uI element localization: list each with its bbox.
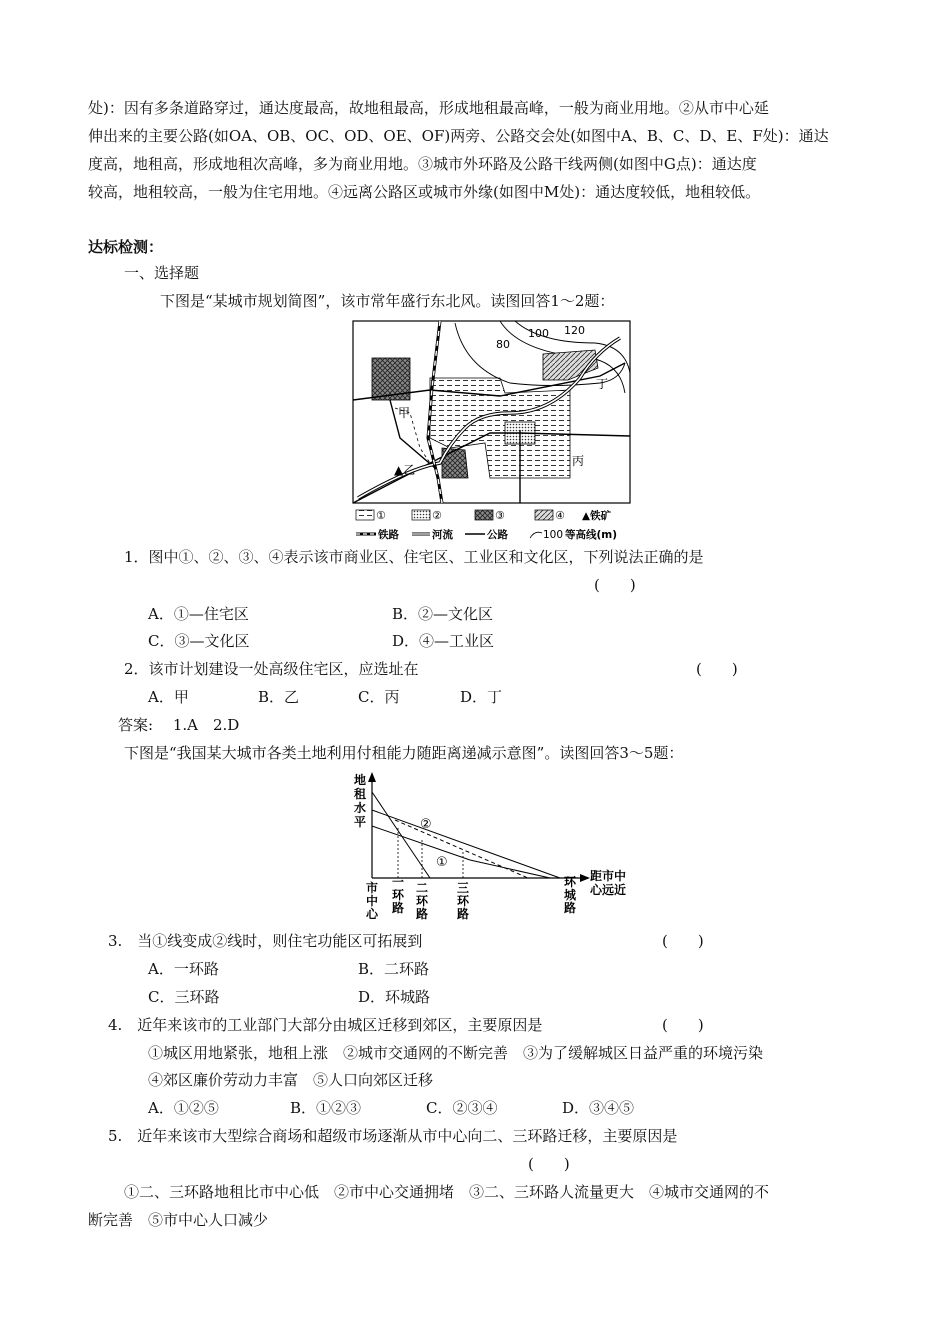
q1-option-d: D．④—工业区 xyxy=(392,632,495,650)
q2-stem: 2．该市计划建设一处高级住宅区，应选址在 xyxy=(124,660,419,678)
tick-ring-city: 环 xyxy=(564,875,577,889)
line-label-2: ② xyxy=(420,817,432,832)
line-label-1: ① xyxy=(436,855,448,870)
svg-text:心: 心 xyxy=(366,907,379,920)
label-ding: 丁 xyxy=(596,377,609,391)
map-intro: 下图是“某城市规划简图”，该市常年盛行东北风。读图回答1～2题： xyxy=(160,292,615,310)
city-planning-map xyxy=(350,318,640,546)
q5-items-line-1: ①二、三环路地租比市中心低 ②市中心交通拥堵 ③二、三环路人流量更大 ④城市交通网的不 xyxy=(124,1183,770,1201)
rent-line-2-dashed xyxy=(395,820,528,878)
label-jia: 甲 xyxy=(398,406,411,420)
svg-text:100: 100 xyxy=(543,529,564,541)
tick-ring-1: 一 xyxy=(392,875,405,889)
q2-option-a: A．甲 xyxy=(148,688,189,706)
svg-text:公路: 公路 xyxy=(487,529,508,541)
rent-line-commercial xyxy=(372,792,430,878)
section-title: 达标检测： xyxy=(88,238,164,256)
svg-text:心远近: 心远近 xyxy=(590,883,627,897)
svg-text:③: ③ xyxy=(495,509,505,522)
q4-items-line-1: ①城区用地紧张，地租上涨 ②城市交通网的不断完善 ③为了缓解城区日益严重的环境污染 xyxy=(148,1044,764,1062)
q2-option-b: B．乙 xyxy=(258,688,300,706)
y-axis-label: 地 xyxy=(354,773,367,787)
q2-option-c: C．丙 xyxy=(358,688,400,706)
q1-option-b: B．②—文化区 xyxy=(392,605,494,623)
rent-line-residential xyxy=(372,810,560,878)
label-yi: ▲乙 xyxy=(394,463,416,477)
svg-text:环: 环 xyxy=(392,888,405,902)
q1-option-c: C．③—文化区 xyxy=(148,632,250,650)
intro-line-1: 处)：因有多条道路穿过，通达度最高，故地租最高，形成地租最高峰，一般为商业用地。②从市中心延 xyxy=(88,99,769,117)
contour-label-80: 80 xyxy=(496,338,510,351)
intro-line-2: 伸出来的主要公路(如OA、OB、OC、OD、OE、OF)两旁、公路交会处(如图中A、B、C、D、E、F处)：通达 xyxy=(88,127,829,145)
tick-ring-2: 二 xyxy=(416,881,429,895)
svg-text:环: 环 xyxy=(457,894,470,908)
q2-option-d: D．丁 xyxy=(460,688,503,706)
q3-option-c: C．三环路 xyxy=(148,988,220,1006)
q5-answer-paren: ( ) xyxy=(528,1155,570,1173)
q4-option-d: D．③④⑤ xyxy=(562,1099,635,1117)
svg-text:路: 路 xyxy=(564,901,577,915)
label-bing: 丙 xyxy=(572,454,585,468)
map-legend xyxy=(356,509,617,541)
q3-option-a: A．一环路 xyxy=(148,960,219,978)
tick-city-center: 市 xyxy=(366,881,379,895)
svg-text:平: 平 xyxy=(354,815,367,829)
rent-gradient-diagram xyxy=(350,770,640,920)
q1-stem: 1．图中①、②、③、④表示该市商业区、住宅区、工业区和文化区，下列说法正确的是 xyxy=(124,548,704,566)
q3-option-d: D．环城路 xyxy=(358,988,431,1006)
q2-answer-paren: ( ) xyxy=(696,660,738,678)
x-axis-label: 距市中 xyxy=(590,869,627,883)
q1-answer-paren: ( ) xyxy=(594,576,636,594)
contour-label-120: 120 xyxy=(564,324,585,337)
tick-ring-3: 三 xyxy=(457,881,470,895)
svg-text:路: 路 xyxy=(392,901,405,915)
q3-option-b: B．二环路 xyxy=(358,960,430,978)
chart-intro: 下图是“我国某大城市各类土地利用付租能力随距离递减示意图”。读图回答3～5题： xyxy=(124,744,684,762)
svg-text:河流: 河流 xyxy=(432,529,453,541)
q5-stem: 5. 近年来该市大型综合商场和超级市场逐渐从市中心向二、三环路迁移，主要原因是 xyxy=(108,1127,678,1145)
svg-text:②: ② xyxy=(432,509,442,522)
svg-text:路: 路 xyxy=(457,907,470,920)
answer-key: 答案: 1.A 2.D xyxy=(118,716,240,734)
q1-option-a: A．①—住宅区 xyxy=(148,605,249,623)
iron-ore-legend: ▲铁矿 xyxy=(582,510,612,522)
contour-label-100: 100 xyxy=(528,327,549,340)
q3-answer-paren: ( ) xyxy=(662,932,704,950)
svg-text:铁路: 铁路 xyxy=(378,529,399,541)
svg-text:④: ④ xyxy=(555,509,565,522)
svg-text:中: 中 xyxy=(366,894,379,908)
q4-stem: 4. 近年来该市的工业部门大部分由城区迁移到郊区，主要原因是 xyxy=(108,1016,543,1034)
svg-text:环: 环 xyxy=(416,894,429,908)
q4-option-a: A．①②⑤ xyxy=(148,1099,219,1117)
intro-line-3: 度高，地租高，形成地租次高峰，多为商业用地。③城市外环路及公路干线两侧(如图中G点)：通达度 xyxy=(88,155,757,173)
svg-text:等高线(m): 等高线(m) xyxy=(565,529,618,541)
svg-text:城: 城 xyxy=(564,888,577,902)
part-title: 一、选择题 xyxy=(124,264,200,282)
svg-text:租: 租 xyxy=(354,787,367,801)
svg-text:路: 路 xyxy=(416,907,429,920)
svg-text:水: 水 xyxy=(354,801,367,815)
q4-option-b: B．①②③ xyxy=(290,1099,362,1117)
q4-items-line-2: ④郊区廉价劳动力丰富 ⑤人口向郊区迁移 xyxy=(148,1071,434,1089)
q5-items-line-2: 断完善 ⑤市中心人口减少 xyxy=(88,1211,269,1229)
q4-option-c: C．②③④ xyxy=(426,1099,498,1117)
x-ticks xyxy=(365,874,577,920)
q3-stem: 3. 当①线变成②线时，则住宅功能区可拓展到 xyxy=(108,932,423,950)
intro-line-4: 较高，地租较高，一般为住宅用地。④远离公路区或城市外缘(如图中M处)：通达度较低，地租较低。 xyxy=(88,183,761,201)
svg-text:①: ① xyxy=(376,509,386,522)
q4-answer-paren: ( ) xyxy=(662,1016,704,1034)
